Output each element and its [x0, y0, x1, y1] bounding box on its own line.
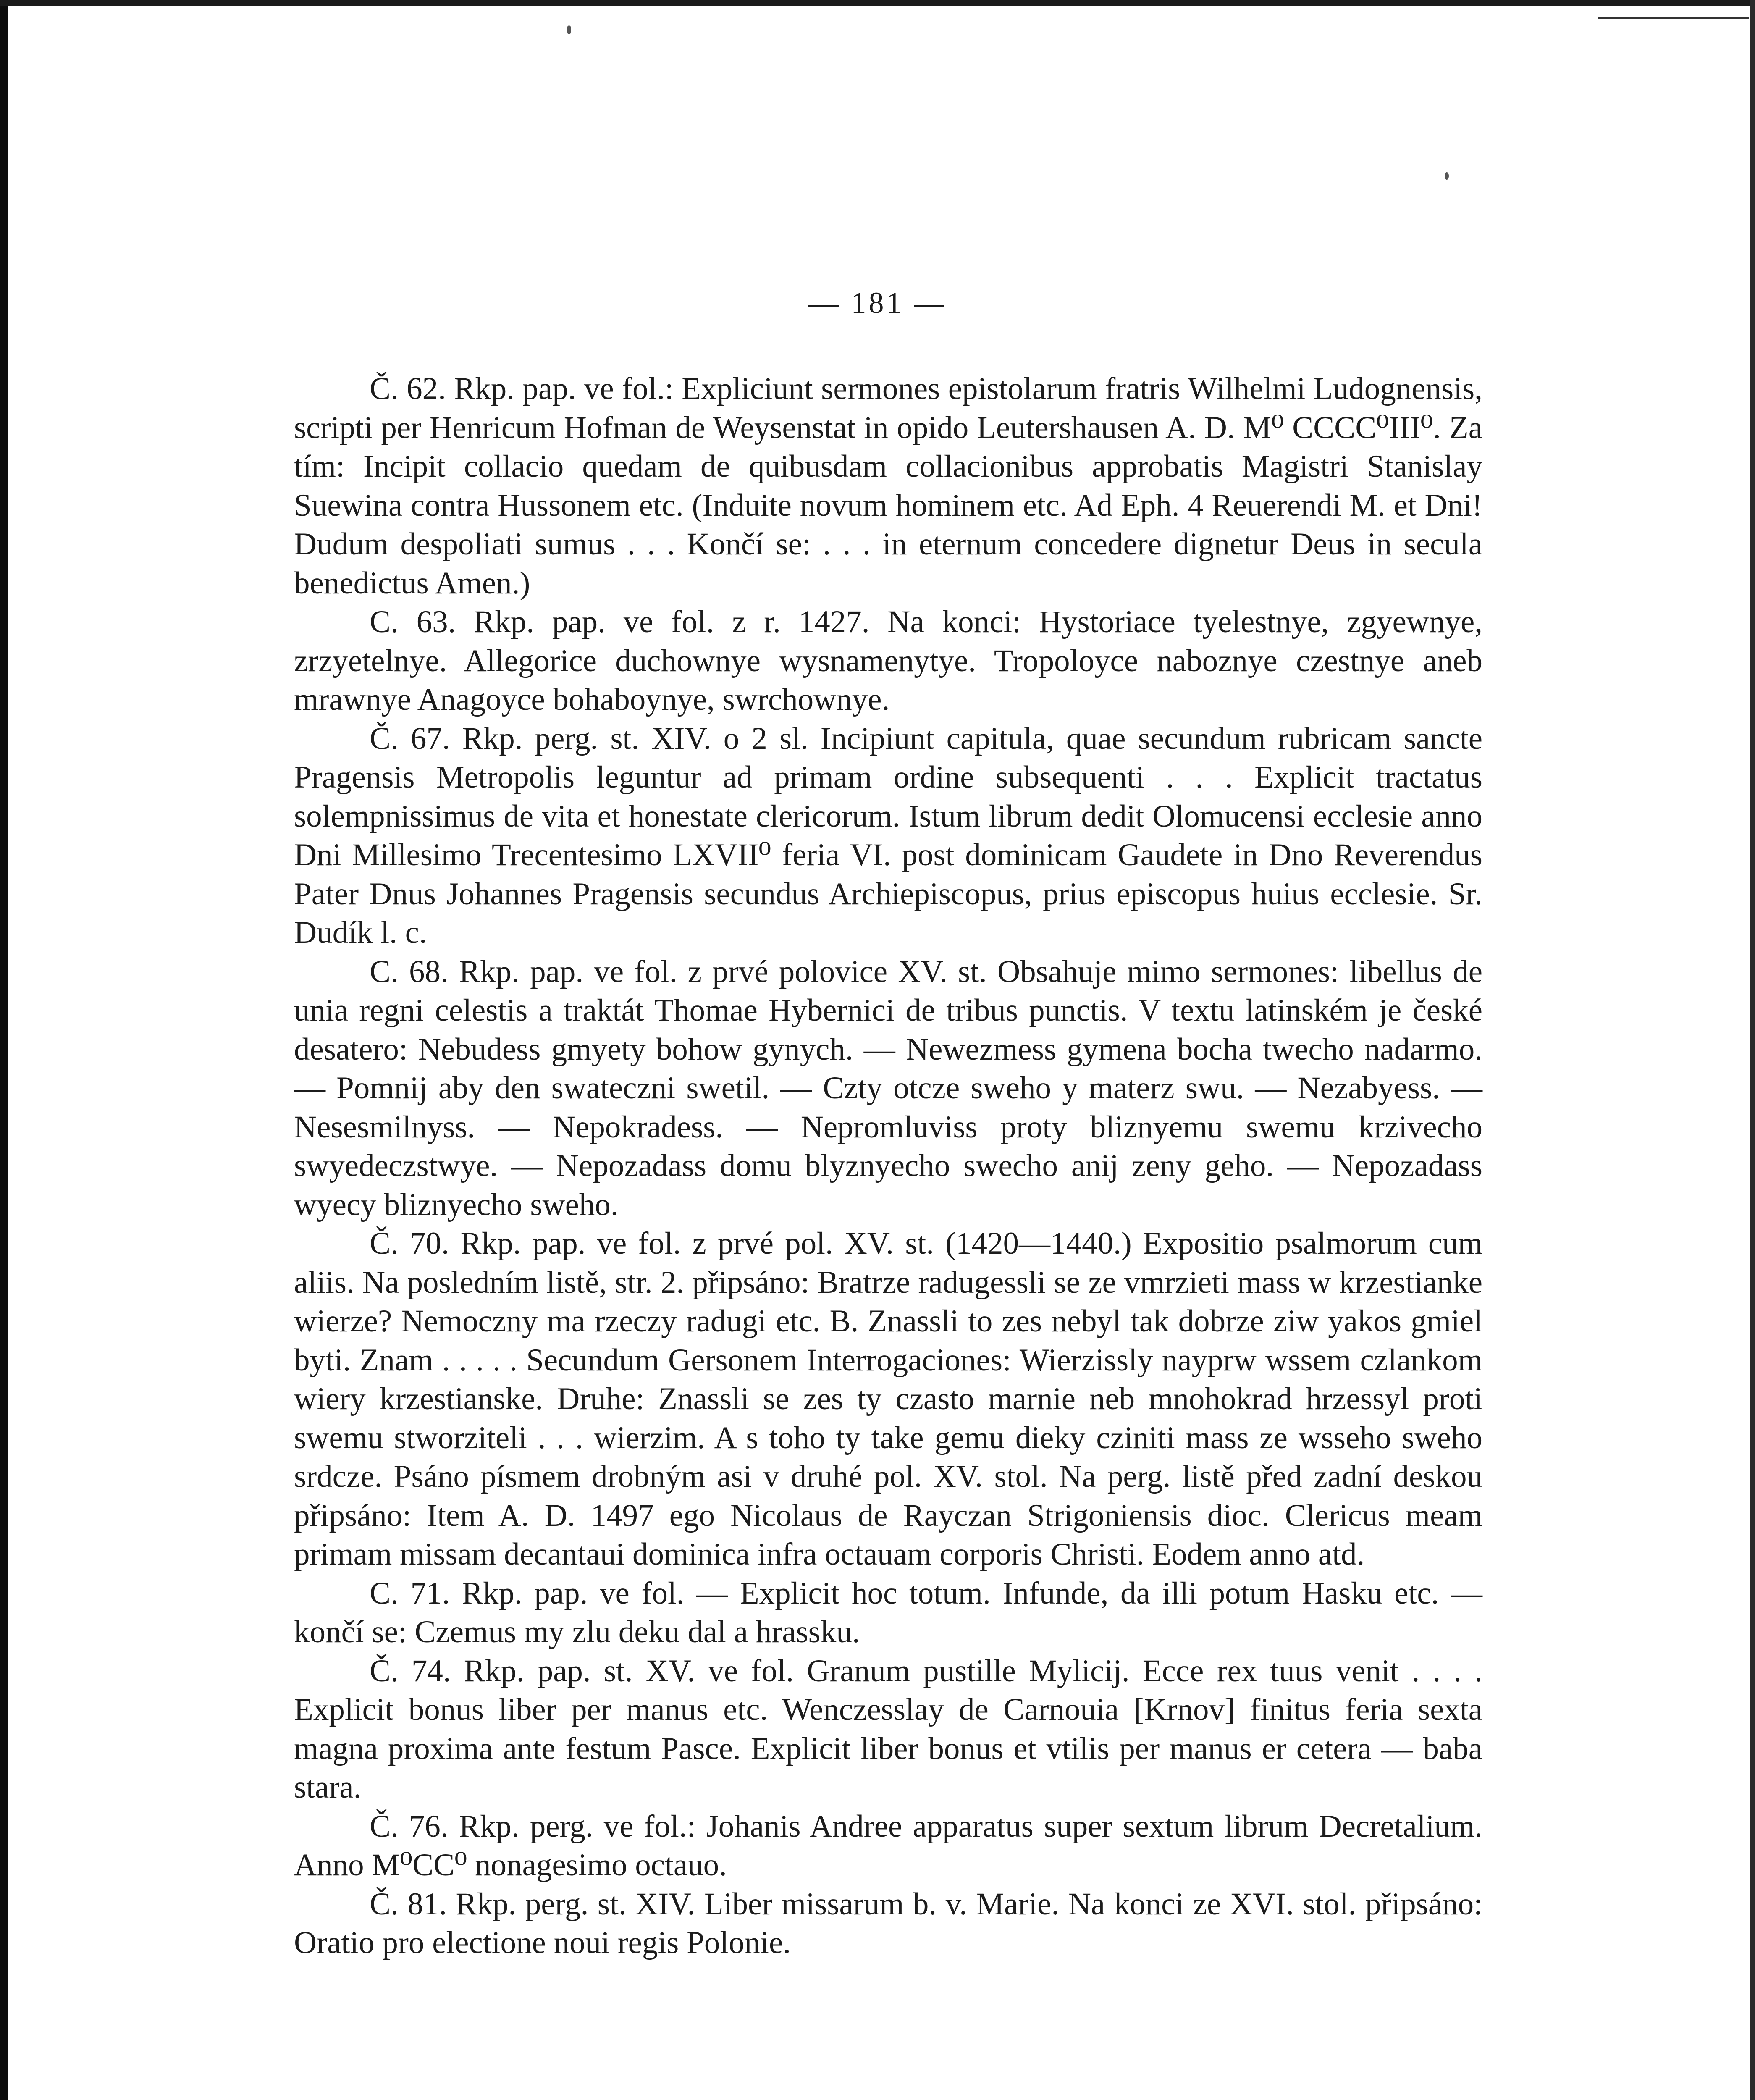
entry-c68: C. 68. Rkp. pap. ve fol. z prvé polovice XV. st. Obsahuje mimo sermones: libellus de unia regni celestis a traktát Thomae Hybernici de tribus punctis. V textu latinském je české desatero: Nebudess gmyety bohow gynych. — Newezmess gymena bocha twecho nadarmo. — Pomnij aby den swateczni swetil. — Czty otcze sweho y materz swu. — Nezabyess. — Nesesmilnyss. — Nepokradess. — Nepromluviss proty bliznyemu swemu krzivecho swyedeczstwye. — Nepozadass domu blyznyecho swecho anij zeny geho. — Nepozadass wyecy bliznyecho sweho.	[294, 954, 1482, 1222]
scan-speck	[567, 25, 571, 34]
scan-border-top	[0, 0, 1755, 6]
entry-c76: Č. 76. Rkp. perg. ve fol.: Johanis Andree apparatus super sextum librum Decretalium. Anno M⁰CC⁰ nonagesimo octauo.	[294, 1809, 1482, 1882]
scan-speck	[1445, 172, 1449, 180]
entry-c71: C. 71. Rkp. pap. ve fol. — Explicit hoc totum. Infunde, da illi potum Hasku etc. — končí se: Czemus my zlu deku dal a hrassku.	[294, 1575, 1482, 1649]
entry-c67: Č. 67. Rkp. perg. st. XIV. o 2 sl. Incipiunt capitula, quae secundum rubricam sancte Pragensis Metropolis leguntur ad primam ordine subsequenti . . . Explicit tractatus solempnissimus de vita et honestate clericorum. Istum librum dedit Olomucensi ecclesie anno Dni Millesimo Trecentesimo LXVII⁰ feria VI. post dominicam Gaudete in Dno Reverendus Pater Dnus Johannes Pragensis secundus Archiepiscopus, prius episcopus huius ecclesie. Sr. Dudík l. c.	[294, 721, 1482, 950]
entry-c81: Č. 81. Rkp. perg. st. XIV. Liber missarum b. v. Marie. Na konci ze XVI. stol. připsáno: Oratio pro electione noui regis Polonie.	[294, 1886, 1482, 1960]
scan-corner-mark	[1598, 6, 1749, 19]
entry-c62: Č. 62. Rkp. pap. ve fol.: Expliciunt sermones epistolarum fratris Wilhelmi Ludognensis, scripti per Henricum Hofman de Weysenstat in opido Leutershausen A. D. M⁰ CCCC⁰III⁰. Za tím: Incipit collacio quedam de quibusdam collacionibus approbatis Magistri Stanislay Suewina contra Hussonem etc. (Induite novum hominem etc. Ad Eph. 4 Reuerendi M. et Dni! Dudum despoliati sumus . . . Končí se: . . . in eternum concedere dignetur Deus in secula benedictus Amen.)	[294, 371, 1482, 601]
manuscript-catalogue-text	[294, 370, 1482, 1963]
entry-c74: Č. 74. Rkp. pap. st. XV. ve fol. Granum pustille Mylicij. Ecce rex tuus venit . . . . Explicit bonus liber per manus etc. Wenczesslay de Carnouia [Krnov] finitus feria sexta magna proxima ante festum Pasce. Explicit liber bonus et vtilis per manus er cetera — baba stara.	[294, 1653, 1482, 1805]
entry-c63: C. 63. Rkp. pap. ve fol. z r. 1427. Na konci: Hystoriace tyelestnye, zgyewnye, zrzyetelnye. Allegorice duchownye wysnamenytye. Tropoloyce naboznye czestnye aneb mrawnye Anagoyce bohaboynye, swrchownye.	[294, 604, 1482, 717]
page-number: — 181 —	[808, 286, 947, 320]
entry-c70: Č. 70. Rkp. pap. ve fol. z prvé pol. XV. st. (1420—1440.) Expositio psalmorum cum aliis. Na posledním listě, str. 2. připsáno: Bratrze radugessli se ze vmrzieti mass w krzestianke wierze? Nemoczny ma rzeczy radugi etc. B. Znassli to zes nebyl tak dobrze ziw yakos gmiel byti. Znam . . . . . Secundum Gersonem Interrogaciones: Wierzissly nayprw wssem czlankom wiery krzestianske. Druhe: Znassli se zes ty czasto marnie neb mnohokrad hrzessyl proti swemu stworziteli . . . wierzim. A s toho ty take gemu dieky cziniti mass ze wsseho sweho srdcze. Psáno písmem drobným asi v druhé pol. XV. stol. Na perg. listě před zadní deskou připsáno: Item A. D. 1497 ego Nicolaus de Rayczan Strigoniensis dioc. Clericus meam primam missam decantaui dominica infra octauam corporis Christi. Eodem anno atd.	[294, 1226, 1482, 1572]
